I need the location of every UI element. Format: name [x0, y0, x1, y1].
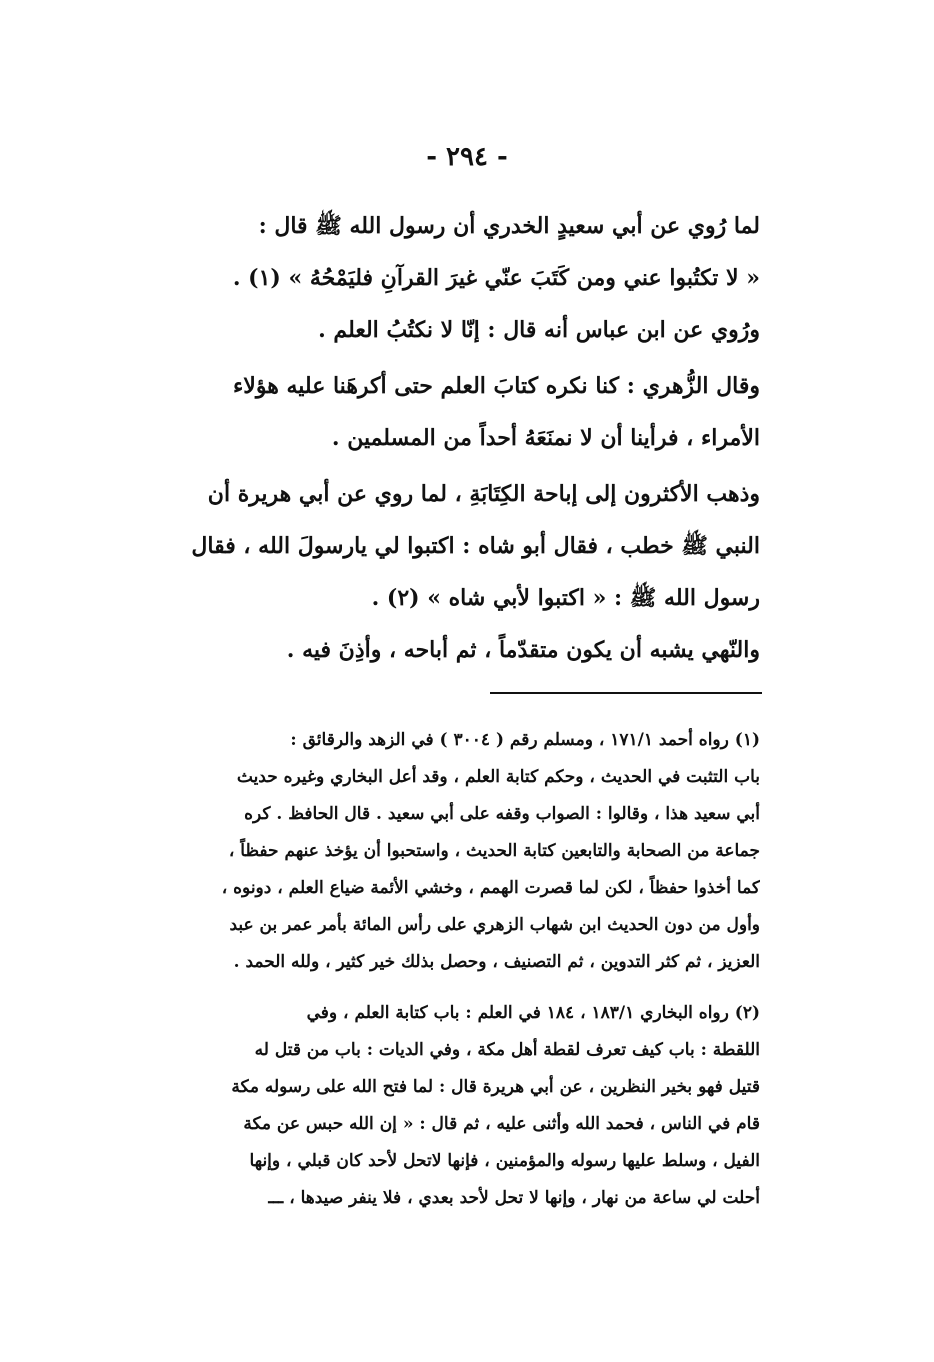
footnote-2 — [105, 995, 760, 1217]
footnote-line: جماعة من الصحابة والتابعين كتابة الحديث ، واستحبوا أن يؤخذ عنهم حفظاً ، — [228, 841, 760, 861]
main-line: الأمراء ، فرأينا أن لا نمنَعَهُ أحداً من المسلمين . — [331, 425, 760, 451]
footnote-line: اللقطة : باب كيف تعرف لقطة أهل مكة ، وفي الديات : باب من قتل له — [254, 1040, 760, 1060]
footnote-line: أحلت لي ساعة من نهار ، وإنها لا تحل لأحد بعدي ، فلا ينفر صيدها ، ـــ — [268, 1188, 760, 1208]
main-line: والنّهي يشبه أن يكون متقدّماً ، ثم أباحه ، وأذِنَ فيه . — [286, 637, 760, 663]
footnote-line: (١) رواه أحمد ١٧١/١ ، ومسلم رقم ( ٣٠٠٤ ) في الزهد والرقائق : — [290, 730, 760, 750]
footnote-1 — [105, 722, 760, 981]
main-line: النبي ﷺ خطب ، فقال أبو شاه : اكتبوا لي يارسولَ الله ، فقال — [191, 533, 760, 559]
main-line: رسول الله ﷺ : « اكتبوا لأبي شاه » (٢) . — [371, 585, 760, 611]
page-number: - ٢٩٤ - — [426, 142, 508, 172]
footnote-line: الفيل ، وسلط عليها رسوله والمؤمنين ، فإنها لاتحل لأحد كان قبلي ، وإنها — [249, 1151, 760, 1171]
footnote-line: أبي سعيد هذا ، وقالوا : الصواب وقفه على أبي سعيد . قال الحافظ . كره — [244, 804, 760, 824]
main-text-block — [105, 200, 760, 676]
main-line: وذهب الأكثرون إلى إباحة الكِتَابَةِ ، لما روي عن أبي هريرة أن — [207, 481, 760, 507]
main-line: وقال الزُّهري : كنا نكره كتابَ العلم حتى أكرهَنا عليه هؤلاء — [232, 373, 760, 399]
footnote-line: كما أخذوا حفظاً ، لكن لما قصرت الهمم ، وخشي الأئمة ضياع العلم ، دونوه ، — [221, 878, 760, 898]
main-line: لما رُوي عن أبي سعيدٍ الخدري أن رسول الله ﷺ قال : — [258, 213, 760, 239]
footnote-line: (٢) رواه البخاري ١٨٣/١ ، ١٨٤ في العلم : باب كتابة العلم ، وفي — [306, 1003, 760, 1023]
footnote-line: وأول من دون الحديث ابن شهاب الزهري على رأس المائة بأمر عمر بن عبد — [229, 915, 760, 935]
footnotes-block — [105, 722, 760, 1217]
footnote-line: قتيل فهو بخير النظرين ، عن أبي هريرة قال : لما فتح الله على رسوله مكة — [231, 1077, 760, 1097]
main-line: « لا تكتُبوا عني ومن كَتَبَ عنّي غيرَ القرآنِ فليَمْحُهُ » (١) . — [232, 265, 760, 291]
footnote-line: باب التثبت في الحديث ، وحكم كتابة العلم ، وقد أعل البخاري وغيره حديث — [236, 767, 760, 787]
footnote-divider — [490, 692, 762, 694]
footnote-line: العزيز ، ثم كثر التدوين ، ثم التصنيف ، وحصل بذلك خير كثير ، ولله الحمد . — [233, 952, 760, 972]
main-line: ورُوي عن ابن عباس أنه قال : إنّا لا نكتُبُ العلم . — [318, 317, 760, 343]
footnote-line: قام في الناس ، فحمد الله وأثنى عليه ، ثم قال : « إن الله حبس عن مكة — [243, 1114, 760, 1134]
